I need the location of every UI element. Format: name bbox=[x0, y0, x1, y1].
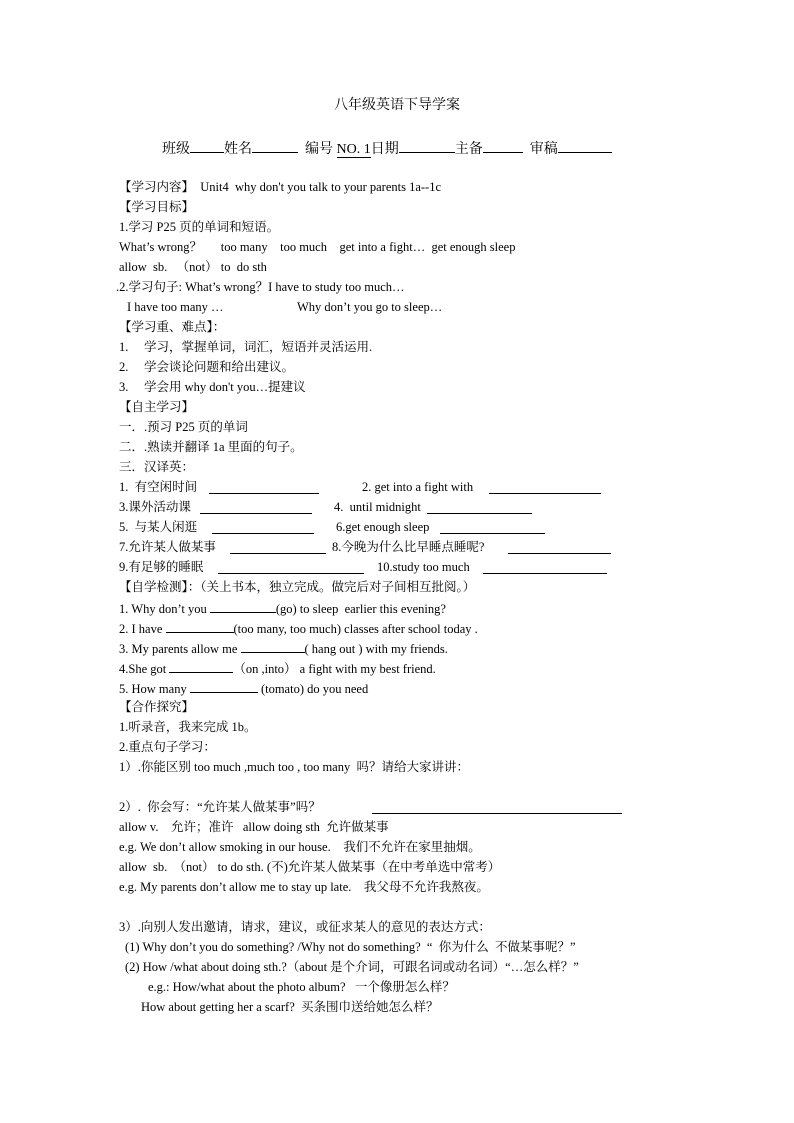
self-study-step-1: 一．.预习 P25 页的单词 bbox=[119, 420, 248, 434]
cooperation-line-9: 3）.向别人发出邀请，请求，建议，或征求某人的意见的表达方式： bbox=[119, 920, 491, 934]
answer-blank-7[interactable] bbox=[230, 553, 326, 554]
cooperation-line-12: e.g.: How/what about the photo album? 一个像册怎么样？ bbox=[148, 980, 455, 994]
lead-label: 主备 bbox=[454, 142, 483, 157]
translate-item-7: 7.允许某人做某事 bbox=[119, 540, 216, 554]
cooperation-line-6: e.g. We don’t allow smoking in our house. 我们不允许在家里抽烟。 bbox=[119, 840, 481, 854]
lead-field[interactable] bbox=[483, 138, 523, 153]
page-title: 八年级英语下导学案 bbox=[334, 98, 460, 113]
answer-blank-9[interactable] bbox=[218, 573, 364, 574]
cooperation-line-2: 2.重点句子学习： bbox=[119, 740, 216, 754]
check-question-1: 1. Why don’t you (go) to sleep earlier this evening? bbox=[119, 598, 446, 618]
number-label: 编号 bbox=[305, 142, 333, 157]
translate-item-9: 9.有足够的睡眠 bbox=[119, 560, 204, 574]
vocab-line-1: What’s wrong？ too many too much get into a fight… get enough sleep bbox=[119, 240, 516, 254]
answer-blank-1[interactable] bbox=[209, 493, 319, 494]
check-question-2: 2. I have (too many, too much) classes after school today . bbox=[119, 618, 478, 638]
translate-item-3: 3.课外活动课 bbox=[119, 500, 191, 514]
self-study-heading: 【自主学习】 bbox=[119, 400, 195, 414]
cooperation-line-8: e.g. My parents don’t allow me to stay up late. 我父母不允许我熬夜。 bbox=[119, 880, 489, 894]
translate-item-4: 4. until midnight bbox=[334, 500, 421, 514]
cooperation-line-4: 2）. 你会写：“允许某人做某事”吗？ bbox=[119, 800, 321, 814]
answer-blank-6[interactable] bbox=[440, 533, 545, 534]
translate-item-5: 5. 与某人闲逛 bbox=[119, 520, 198, 534]
translate-item-1: 1. 有空闲时间 bbox=[119, 480, 198, 494]
check-question-4: 4.She got （on ,into） a fight with my best friend. bbox=[119, 658, 436, 678]
check-question-5: 5. How many (tomato) do you need bbox=[119, 678, 368, 698]
self-study-step-3: 三．汉译英： bbox=[119, 460, 195, 474]
date-label: 日期 bbox=[370, 142, 399, 157]
sentence-2: Why don’t you go to sleep… bbox=[297, 300, 443, 314]
self-study-step-2: 二．.熟读并翻译 1a 里面的句子。 bbox=[119, 440, 303, 454]
answer-blank-10[interactable] bbox=[483, 573, 607, 574]
objective-item-1: 1.学习 P25 页的单词和短语。 bbox=[119, 220, 280, 234]
number-value: NO. 1 bbox=[336, 142, 371, 157]
check-blank-4[interactable] bbox=[169, 658, 233, 673]
answer-blank-8[interactable] bbox=[508, 553, 611, 554]
answer-blank-5[interactable] bbox=[212, 533, 314, 534]
key-points-heading: 【学习重、难点】： bbox=[119, 320, 226, 334]
cooperation-line-3: 1）.你能区别 too much ,much too , too many 吗？请给大家讲讲： bbox=[119, 760, 469, 774]
class-label: 班级 bbox=[162, 142, 190, 157]
content-label: 【学习内容】 bbox=[119, 180, 195, 194]
class-field[interactable] bbox=[190, 138, 224, 153]
cooperation-line-10: (1) Why don’t you do something? /Why not do something? “ 你为什么 不做某事呢？” bbox=[125, 940, 576, 954]
date-field[interactable] bbox=[399, 138, 455, 153]
write-answer-blank[interactable] bbox=[372, 813, 622, 814]
objectives-heading: 【学习目标】 bbox=[119, 200, 195, 214]
cooperation-line-13: How about getting her a scarf? 买条围巾送给她怎么样？ bbox=[141, 1000, 439, 1014]
objective-item-2: .2.学习句子: What’s wrong？I have to study too much… bbox=[116, 280, 405, 294]
cooperation-heading: 【合作探究】 bbox=[119, 700, 195, 714]
sentence-1: I have too many … bbox=[127, 300, 224, 314]
translate-item-10: 10.study too much bbox=[377, 560, 470, 574]
check-blank-3[interactable] bbox=[241, 638, 305, 653]
check-blank-5[interactable] bbox=[190, 678, 258, 693]
translate-item-8: 8.今晚为什么比早睡点睡呢? bbox=[332, 540, 485, 554]
content-row bbox=[119, 178, 441, 196]
translate-item-2: 2. get into a fight with bbox=[362, 480, 474, 494]
translate-item-6: 6.get enough sleep bbox=[336, 520, 430, 534]
self-check-heading: 【自学检测】：（关上书本，独立完成。做完后对子间相互批阅。） bbox=[119, 580, 476, 594]
key-point-3: 3. 学会用 why don't you…提建议 bbox=[119, 380, 306, 394]
cooperation-line-5: allow v. 允许；准许 allow doing sth 允许做某事 bbox=[119, 820, 389, 834]
check-question-3: 3. My parents allow me ( hang out ) with my friends. bbox=[119, 638, 448, 658]
content-text: Unit4 why don't you talk to your parents 1a--1c bbox=[200, 180, 442, 194]
check-blank-2[interactable] bbox=[166, 618, 234, 633]
check-blank-1[interactable] bbox=[210, 598, 276, 613]
answer-blank-4[interactable] bbox=[427, 513, 532, 514]
vocab-line-2: allow sb. （not） to do sth bbox=[119, 260, 267, 274]
review-field[interactable] bbox=[558, 138, 612, 153]
name-label: 姓名 bbox=[224, 142, 252, 157]
cooperation-line-7: allow sb. （not） to do sth. (不)允许某人做某事（在中考单选中常考） bbox=[119, 860, 501, 874]
cooperation-line-1: 1.听录音，我来完成 1b。 bbox=[119, 720, 257, 734]
key-point-1: 1. 学习，掌握单词，词汇，短语并灵活运用. bbox=[119, 340, 373, 354]
answer-blank-2[interactable] bbox=[489, 493, 601, 494]
header-info-row bbox=[162, 138, 612, 160]
cooperation-line-11: (2) How /what about doing sth.?（about 是个介词，可跟名词或动名词）“…怎么样？” bbox=[125, 960, 579, 974]
key-point-2: 2. 学会谈论问题和给出建议。 bbox=[119, 360, 295, 374]
answer-blank-3[interactable] bbox=[200, 513, 312, 514]
name-field[interactable] bbox=[252, 138, 298, 153]
review-label: 审稿 bbox=[529, 142, 558, 157]
